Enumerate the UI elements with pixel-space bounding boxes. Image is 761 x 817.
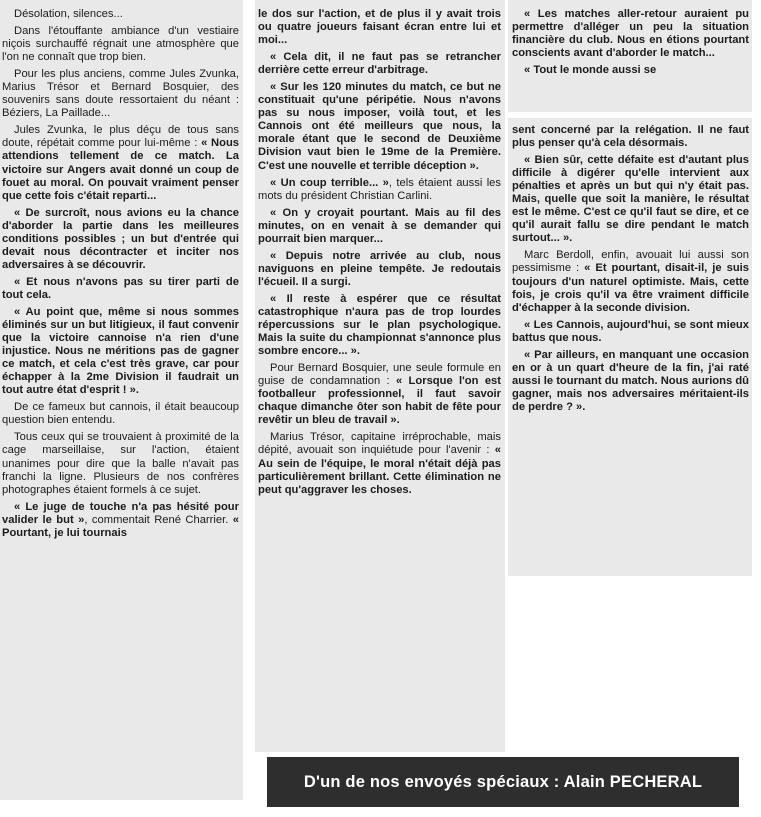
paragraph: [2, 306, 239, 397]
paragraph: [258, 8, 501, 47]
paragraph: [2, 124, 239, 202]
paragraph: [258, 177, 501, 203]
paragraph: Désolation, silences...: [14, 8, 123, 20]
quote-bold: « Les Cannois, aujourd'hui, se sont mieux battus que nous.: [512, 318, 749, 344]
article-column-3-top: [508, 0, 752, 112]
paragraph: [258, 51, 501, 77]
paragraph: [258, 250, 501, 289]
article-column-3-bottom: [508, 118, 752, 576]
paragraph: [512, 64, 749, 77]
paragraph: [512, 349, 749, 414]
text-run: Marc Berdoll, enfin, avouait lui aussi son pessimisme :: [512, 249, 749, 275]
article-column-2: [255, 0, 505, 752]
paragraph: Dans l'étouffante ambiance d'un vestiaire niçois surchauffé régnait une atmosphère que l'on ne connaît que trop bien.: [2, 25, 239, 64]
paragraph: [258, 81, 501, 172]
quote-bold: « Par ailleurs, en manquant une occasion en or à un quart d'heure de la fin, j'ai raté aussi le tournant du match. Nous aurions dû gagner, mais nos adversaires méritaient-ils de perdre ? ».: [512, 348, 749, 413]
paragraph: [512, 319, 749, 345]
paragraph: [512, 249, 749, 314]
text-run: Pour Bernard Bosquier, une seule formule en guise de condamnation :: [258, 362, 501, 388]
byline-text: D'un de nos envoyés spéciaux : Alain PECHERAL: [303, 772, 703, 791]
quote-bold: « Depuis notre arrivée au club, nous naviguons en pleine tempête. Je redoutais l'écueil. Il a surgi.: [258, 249, 501, 288]
quote-bold: « On y croyait pourtant. Mais au fil des minutes, on en venait à se demander qui pourrait bien marquer...: [258, 206, 501, 245]
text-run: , tels étaient aussi les mots du président Christian Carlini.: [258, 176, 501, 202]
paragraph: [512, 8, 749, 60]
quote-bold: « Au point que, même si nous sommes éliminés sur un but litigieux, il faut convenir que la victoire cannoise n'a rien d'une injustice. Nous ne méritions pas de gagner ce match, et cela c'est très grave, car pour échapper à la 2me Division il faudrait un tout autre état d'esprit ! ».: [2, 305, 239, 397]
quote-bold: le dos sur l'action, et de plus il y avait trois ou quatre joueurs faisant écran entre lui et moi...: [258, 8, 501, 47]
quote-bold: « Bien sûr, cette défaite est d'autant plus difficile à digérer qu'elle intervient aux pénalties et après un but qui n'y était pas. Mais, quelle que soit la manière, le résultat est le même. C'est ce qu'il faut se dire, et ce qu'il aurait fallu se dire pendant le match surtout... ».: [512, 154, 749, 245]
quote-bold: « Et pourtant, disait-il, je suis toujours d'un naturel optimiste. Mais, cette fois, je crois qu'il va être vraiment difficile d'échapper à la seconde division.: [512, 262, 749, 314]
paragraph: [258, 431, 501, 496]
quote-bold: « Sur les 120 minutes du match, ce but ne constituait qu'une péripétie. Nous n'avons pas su nous imposer, voilà tout, et les Cannois ont été meilleurs que nous, la morale étant que le second de Deuxième Division vaut bien le 19me de la Première. C'est une nouvelle et terrible déception ».: [258, 81, 501, 172]
quote-bold: « De surcroît, nous avions eu la chance d'aborder la partie dans les meilleures conditions possibles ; un but d'entrée qui devait nous décontracter et inciter nos adversaires à se découvrir.: [2, 206, 239, 271]
quote-bold: « Pourtant, je lui tournais: [2, 513, 239, 539]
quote-bold: sent concerné par la relégation. Il ne faut plus penser qu'à cela désormais.: [512, 124, 749, 150]
quote-bold: « Un coup terrible... »: [270, 176, 389, 189]
quote-bold: « Lorsque l'on est footballeur professionnel, il faut savoir chaque dimanche ôter son habit de fête pour revêtir un bleu de travail ».: [258, 375, 501, 427]
quote-bold: « Le juge de touche n'a pas hésité pour valider le but »: [2, 500, 239, 526]
paragraph: De ce fameux but cannois, il était beaucoup question bien entendu.: [2, 401, 239, 427]
paragraph: Pour les plus anciens, comme Jules Zvunka, Marius Trésor et Bernard Bosquier, des souvenirs sans doute ressortaient du néant : Béziers, La Paillade...: [2, 68, 239, 120]
paragraph: [258, 293, 501, 358]
text-run: , commentait René Charrier.: [84, 513, 233, 526]
text-run: Jules Zvunka, le plus déçu de tous sans doute, répétait comme pour lui-même :: [2, 124, 239, 150]
paragraph: [512, 154, 749, 245]
paragraph: [2, 501, 239, 540]
quote-bold: « Cela dit, il ne faut pas se retrancher derrière cette erreur d'arbitrage.: [258, 51, 501, 77]
quote-bold: « Au sein de l'équipe, le moral n'était déjà pas particulièrement brillant. Cette élimination ne peut qu'aggraver les choses.: [258, 444, 502, 496]
paragraph: [258, 362, 501, 427]
paragraph: [512, 124, 749, 150]
quote-bold: « Tout le monde aussi se: [524, 64, 657, 77]
quote-bold: « Nous attendions tellement de ce match. La victoire sur Angers avait donné un coup de fouet au moral. On pouvait vraiment penser que cette fois c'était reparti...: [2, 137, 239, 202]
quote-bold: « Les matches aller-retour auraient pu permettre d'alléger un peu la situation financière du club. Nous en étions pourtant conscients avant d'aborder le match...: [512, 8, 749, 60]
paragraph: [258, 207, 501, 246]
article-column-1: [0, 0, 243, 800]
paragraph: [2, 207, 239, 272]
byline-banner: [267, 757, 739, 807]
paragraph: Tous ceux qui se trouvaient à proximité de la cage marseillaise, sur l'action, étaient unanimes pour dire que la balle n'avait pas franchi la ligne. Plusieurs de nos confrères photographes étaient formels à ce sujet.: [2, 431, 239, 496]
text-run: Marius Trésor, capitaine irréprochable, mais dépité, avouait son inquiétude pour l'avenir :: [258, 431, 501, 457]
quote-bold: « Il reste à espérer que ce résultat catastrophique n'aura pas de trop lourdes répercussions sur le plan psychologique. Mais la suite du championnat s'annonce plus sombre encore... ».: [258, 292, 501, 358]
paragraph: [2, 276, 239, 302]
quote-bold: « Et nous n'avons pas su tirer parti de tout cela.: [2, 275, 239, 301]
